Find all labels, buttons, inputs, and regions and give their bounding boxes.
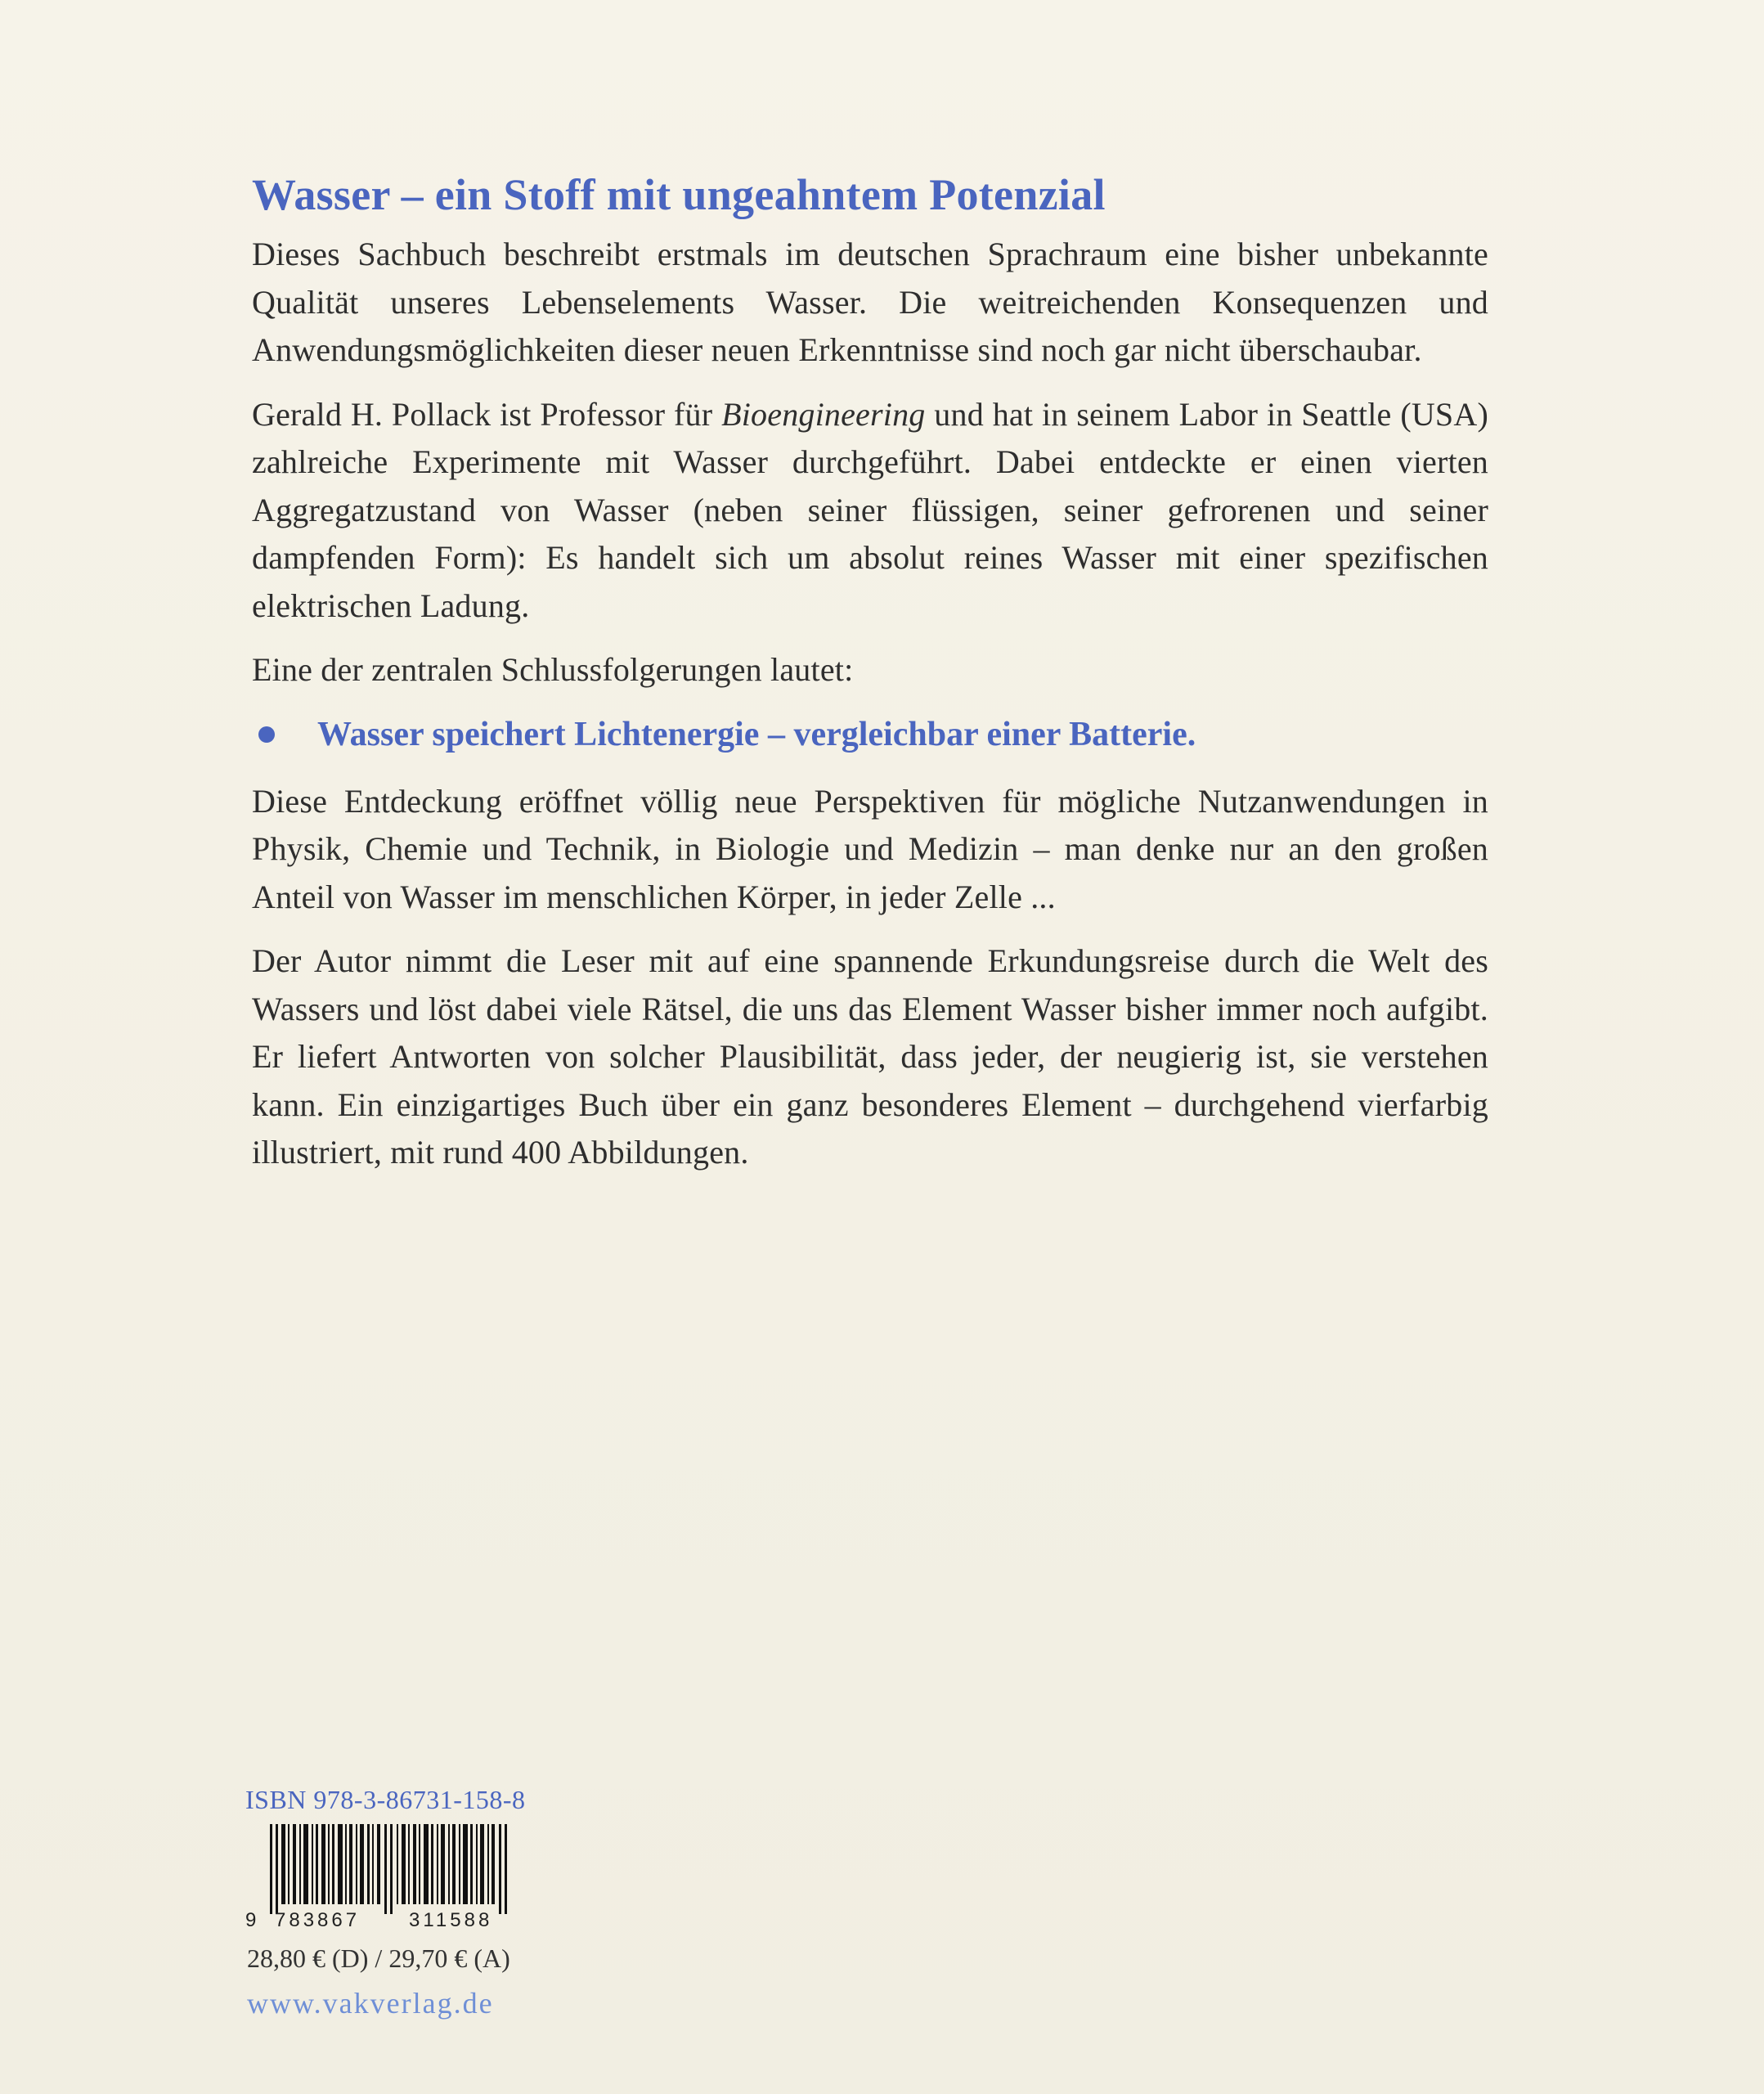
blurb-paragraph-conclusion-intro: Eine der zentralen Schlussfolgerungen lautet: xyxy=(252,651,854,688)
bullet-icon xyxy=(258,726,275,743)
barcode-digit-group-right: 311588 xyxy=(409,1909,493,1931)
author-text-start: Gerald H. Pollack ist Professor für xyxy=(252,395,722,433)
price-label: 28,80 € (D) / 29,70 € (A) xyxy=(247,1943,510,1973)
blurb-content xyxy=(252,164,1488,1193)
isbn-label: ISBN 978-3-86731-158-8 xyxy=(245,1785,526,1814)
key-conclusion-bullet xyxy=(252,711,1488,758)
blurb-paragraph-intro: Dieses Sachbuch beschreibt erstmals im deutschen Sprachraum eine bisher unbekannte Qualität unseres Lebenselements Wasser. Die weitreichenden Konsequenzen und Anwendungsmöglichkeiten dieser neuen Erkenntnisse sind noch gar nicht überschaubar. xyxy=(252,236,1488,368)
blurb-paragraph-perspectives: Diese Entdeckung eröffnet völlig neue Perspektiven für mögliche Nutzanwendungen in Physik, Chemie und Technik, in Biologie und Medizin – man denke nur an den großen Anteil von Wasser im menschlichen Körper, in jeder Zelle ... xyxy=(252,782,1488,915)
blurb-heading: Wasser – ein Stoff mit ungeahntem Potenzial xyxy=(252,170,1106,219)
blurb-paragraph-author xyxy=(252,391,1488,631)
author-text-rest: und hat in seinem Labor in Seattle (USA) zahlreiche Experimente mit Wasser durchgeführt. Dabei entdeckte er einen vierten Aggregatzustand von Wasser (neben seiner flüssigen, seiner gefrorenen und seiner dampfenden Form): Es handelt sich um absolut reines Wasser mit einer spezifischen elektrischen Ladung. xyxy=(252,395,1488,624)
author-field-italic: Bioengineering xyxy=(721,395,926,433)
key-conclusion-text: Wasser speichert Lichtenergie – vergleichbar einer Batterie. xyxy=(317,715,1196,753)
blurb-paragraph-summary: Der Autor nimmt die Leser mit auf eine spannende Erkundungsreise durch die Welt des Wassers und löst dabei viele Rätsel, die uns das Element Wasser bisher immer noch aufgibt. Er liefert Antworten von solcher Plausibilität, dass jeder, der neugierig ist, sie verstehen kann. Ein einzigartiges Buch über ein ganz besonderes Element – durchgehend vierfarbig illustriert, mit rund 400 Abbildungen. xyxy=(252,942,1488,1171)
barcode-icon xyxy=(245,1824,540,1914)
barcode-digit-first: 9 xyxy=(245,1909,257,1931)
publisher-url-link[interactable]: www.vakverlag.de xyxy=(247,1987,494,2020)
barcode-digit-group-left: 783867 xyxy=(275,1909,361,1931)
